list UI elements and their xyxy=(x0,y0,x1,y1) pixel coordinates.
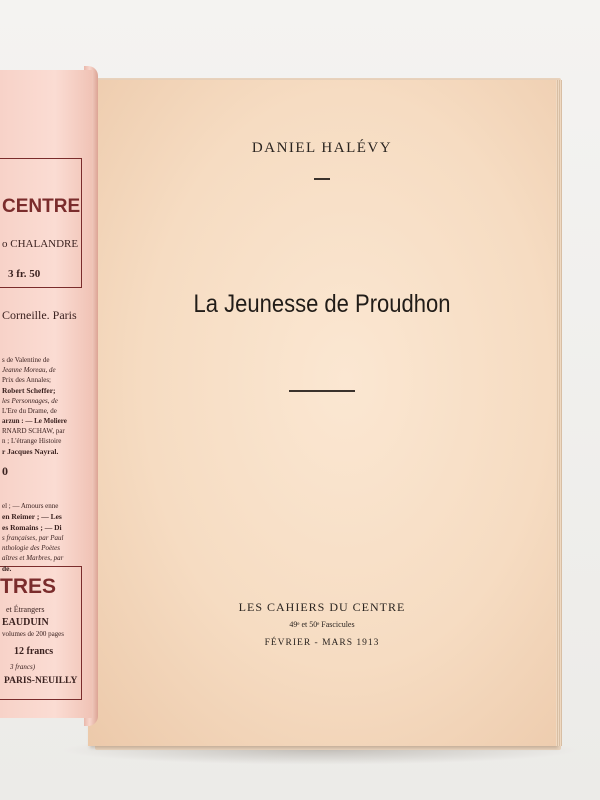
book-title: La Jeunesse de Proudhon xyxy=(193,290,451,318)
cover-line: en Reimer ; — Les xyxy=(2,512,62,521)
cover-line: de. xyxy=(2,564,12,573)
publisher-name: LES CAHIERS DU CENTRE xyxy=(238,600,406,614)
cover-line: nthologie des Poètes xyxy=(2,544,60,552)
fascicules-note: 49ᵉ et 50ᵉ Fascicules xyxy=(289,620,355,629)
cover-line: Prix des Annales; xyxy=(2,376,51,384)
author-rule xyxy=(314,178,330,180)
cover-line: 0 xyxy=(2,464,8,478)
cover-line: 3 francs) xyxy=(10,663,36,671)
cover-line: 3 fr. 50 xyxy=(8,268,41,280)
cover-line: 12 francs xyxy=(14,646,54,657)
publication-date: FÉVRIER - MARS 1913 xyxy=(264,638,380,648)
cover-line: et Étrangers xyxy=(6,605,45,614)
cover-line: EAUDUIN xyxy=(2,617,49,628)
cover-line: CENTRE xyxy=(2,196,81,217)
cover-line: s de Valentine de xyxy=(2,356,50,364)
cover-line: r Jacques Nayral. xyxy=(2,447,59,456)
cover-line: es Romains ; — Di xyxy=(2,523,62,532)
cover-line: arzun : — Le Moliere xyxy=(2,417,67,425)
cover-line: PARIS-NEUILLY xyxy=(4,676,78,686)
cover-line: Robert Scheffer; xyxy=(2,386,56,395)
cover-line: aîtres et Marbres, par xyxy=(2,554,64,562)
page-fore-edge xyxy=(556,80,562,746)
book-cover xyxy=(0,70,92,718)
cover-line: n ; L'étrange Histoire xyxy=(2,437,62,445)
cover-line: Jeanne Moreau, de xyxy=(2,366,56,374)
cover-line: Corneille. Paris xyxy=(2,308,77,322)
cover-line: les Personnages, de xyxy=(2,397,58,405)
title-rule xyxy=(289,390,355,392)
cover-line: el ; — Amours enne xyxy=(2,502,59,510)
cover-line: o CHALANDRE xyxy=(2,238,79,250)
cover-line: s françaises, par Paul xyxy=(2,534,64,542)
cover-line: RNARD SCHAW, par xyxy=(2,427,65,435)
cover-line: volumes de 200 pages xyxy=(2,630,65,638)
author-name: DANIEL HALÉVY xyxy=(251,140,393,156)
cover-line: L'Ere du Drame, de xyxy=(2,407,57,415)
title-page xyxy=(88,80,556,746)
cover-line: TRES xyxy=(0,575,57,598)
